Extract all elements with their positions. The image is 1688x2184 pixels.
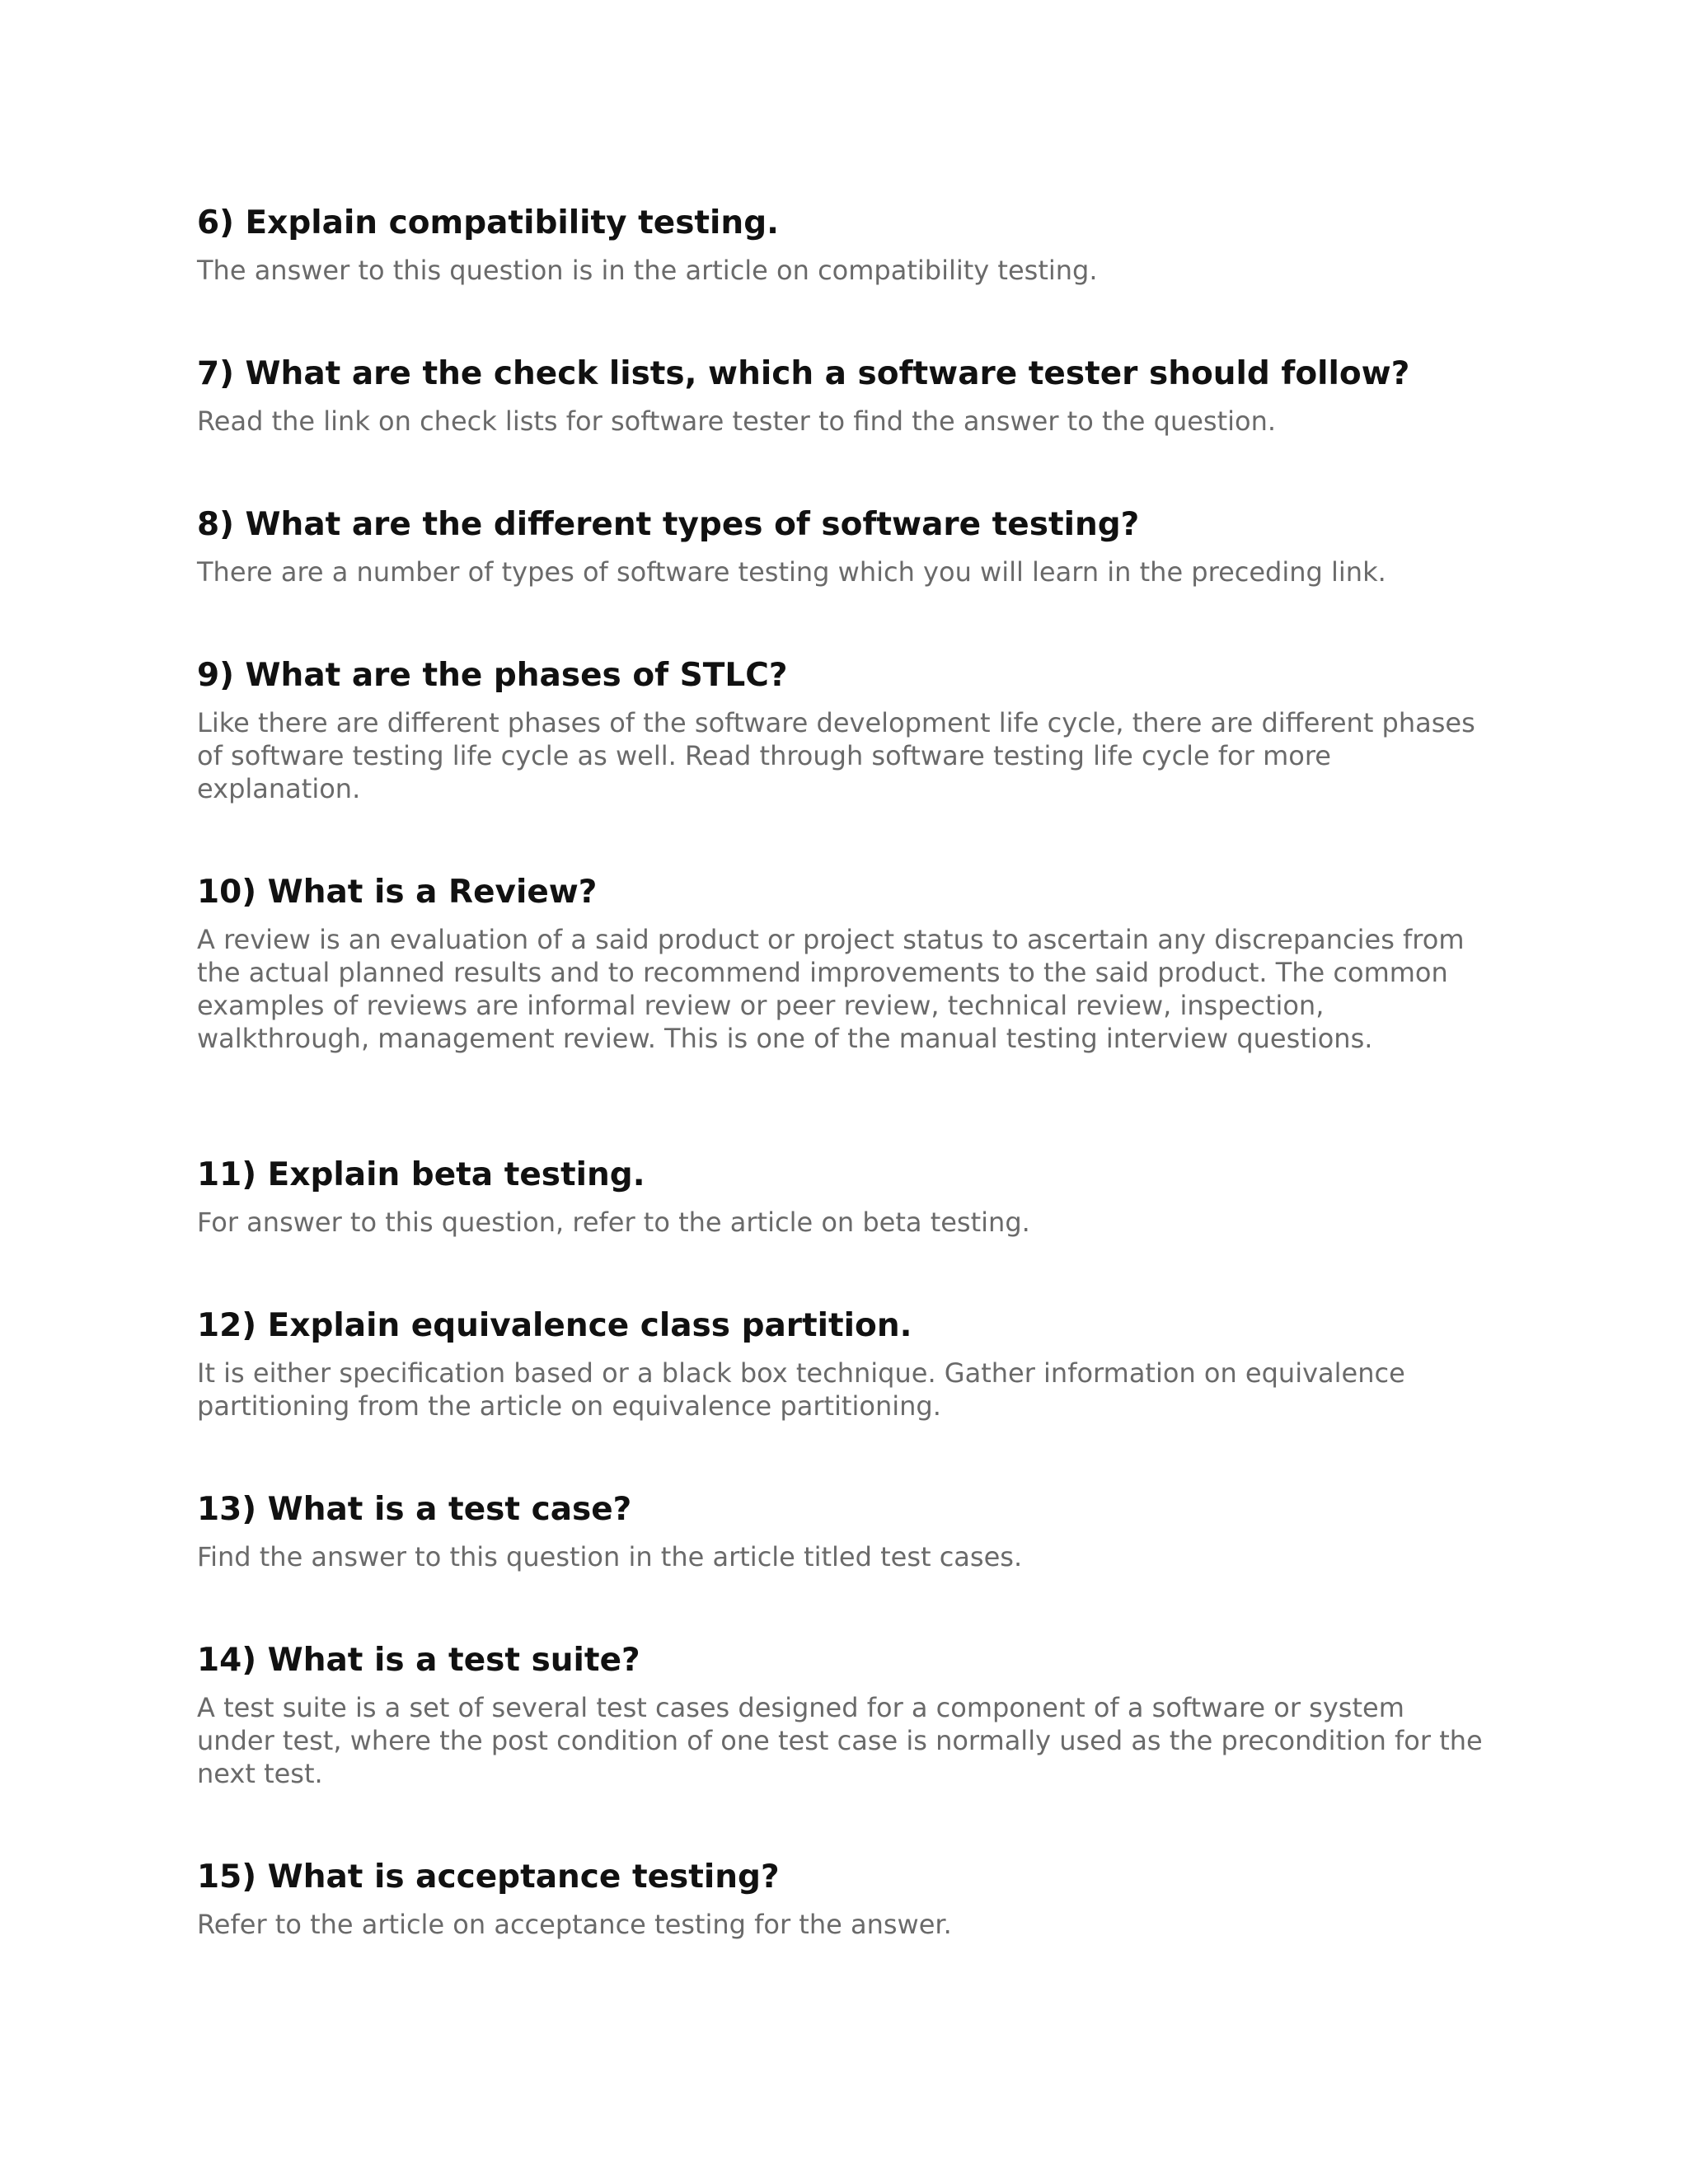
answer-text: A test suite is a set of several test cases designed for a component of a software or system under test, where the post condition of one test case is normally used as the precondition for the next test. [197,1692,1483,1789]
answer-text: There are a number of types of software testing which you will learn in the preceding link. [197,556,1386,588]
qa-item-8 [197,506,1483,588]
answer-text: Find the answer to this question in the article titled test cases. [197,1541,1023,1572]
qa-item-10 [197,874,1483,1055]
qa-item-6 [197,204,1483,287]
question-heading: 6) Explain compatibility testing. [197,204,779,241]
qa-item-12 [197,1307,1483,1422]
qa-item-13 [197,1491,1483,1573]
question-heading: 10) What is a Review? [197,874,598,911]
question-heading: 9) What are the phases of STLC? [197,657,788,694]
answer-text: The answer to this question is in the article on compatibility testing. [197,255,1098,286]
answer-text: Like there are different phases of the software development life cycle, there are different phases of software testing life cycle as well. Read through software testing life cycle for more explanation. [197,707,1475,804]
question-heading: 15) What is acceptance testing? [197,1858,780,1896]
question-heading: 12) Explain equivalence class partition. [197,1307,912,1344]
question-heading: 8) What are the different types of software testing? [197,506,1140,543]
answer-text: It is either specification based or a black box technique. Gather information on equivalence partitioning from the article on equivalence partitioning. [197,1357,1405,1422]
question-heading: 7) What are the check lists, which a software tester should follow? [197,355,1410,392]
question-heading: 14) What is a test suite? [197,1642,640,1679]
answer-text: For answer to this question, refer to the article on beta testing. [197,1207,1030,1238]
qa-item-14 [197,1642,1483,1790]
answer-text: Refer to the article on acceptance testing for the answer. [197,1909,952,1940]
qa-item-7 [197,355,1483,438]
answer-text: Read the link on check lists for software tester to find the answer to the question. [197,405,1277,437]
question-heading: 11) Explain beta testing. [197,1156,645,1193]
qa-item-11 [197,1156,1483,1239]
answer-text: A review is an evaluation of a said product or project status to ascertain any discrepancies from the actual planned results and to recommend improvements to the said product. The common examples of reviews are informal review or peer review, technical review, inspection, walkthrough, management review. This is one of the manual testing interview questions. [197,924,1465,1054]
qa-item-9 [197,657,1483,805]
qa-item-15 [197,1858,1483,1941]
question-heading: 13) What is a test case? [197,1491,632,1528]
